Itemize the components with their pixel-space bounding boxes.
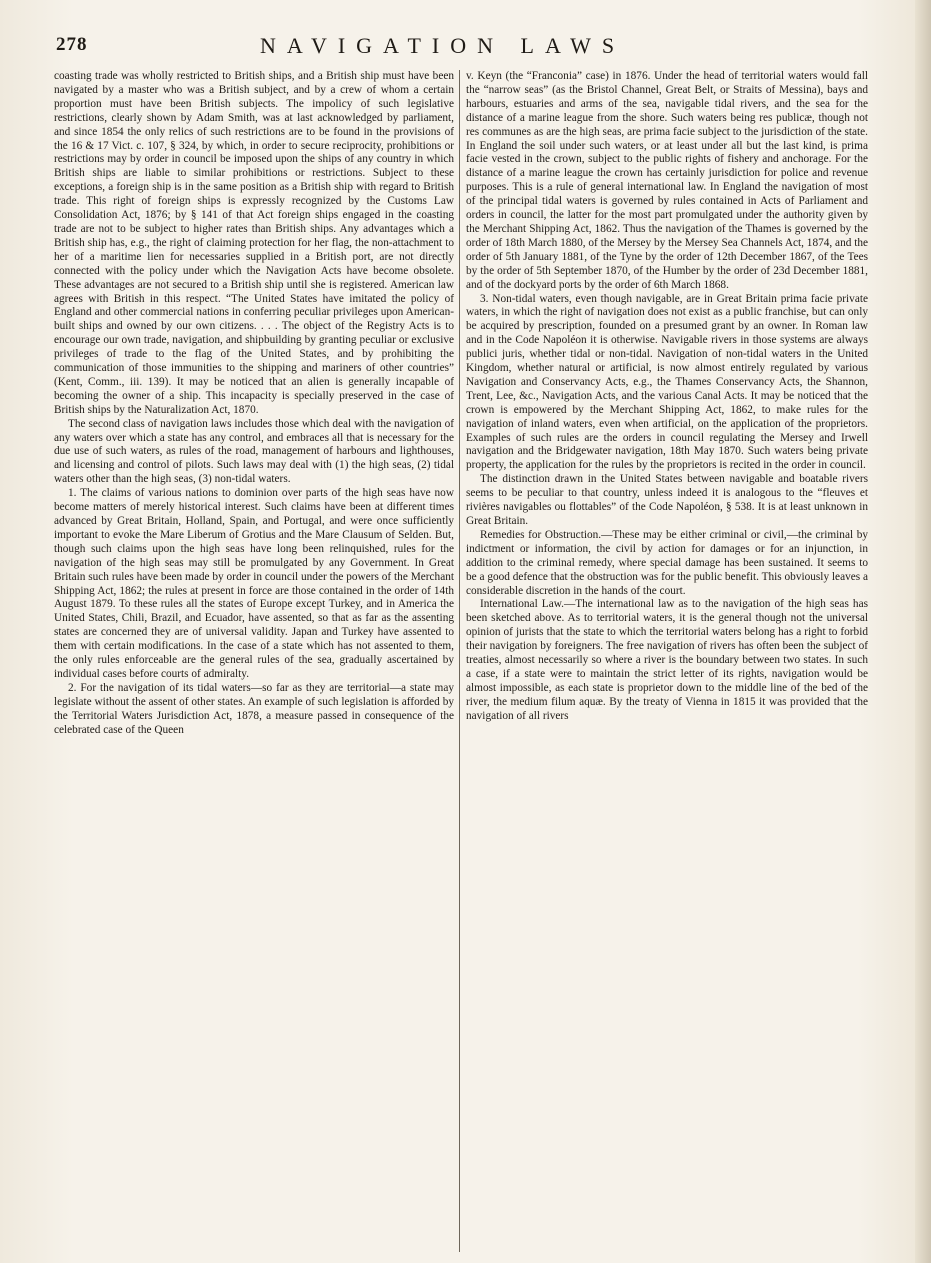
paragraph: The second class of navigation laws includes those which deal with the navigation of any waters over which a state has any control, and embraces all that is necessary for the due use of such waters, as rules of the road, management of harbours and lighthouses, and licensing and control of pilots. Such laws may deal with (1) the high seas, (2) tidal waters other than the high seas, (3) non-tidal waters. [54,417,454,486]
right-column [466,70,868,1250]
paragraph: 3. Non-tidal waters, even though navigable, are in Great Britain prima facie private waters, in which the right of navigation does not exist as a public franchise, but can only be acquired by prescription, founded on a presumed grant by an owner. In Roman law and in the Code Napoléon it is otherwise. Navigable rivers in those systems are always publici juris, whether tidal or non-tidal. Navigation of non-tidal waters in the United Kingdom, whether natural or artificial, is now almost entirely regulated by various Navigation and Conservancy Acts, e.g., the Thames Conservancy Acts, the Shannon, Trent, Lee, &c., Navigation Acts, and the various Canal Acts. It may be noticed that the crown is empowered by the Merchant Shipping Act, 1862, to make rules for the navigation of inland waters, even when artificial, on the application of the proprietors. Examples of such rules are the orders in council regulating the Mersey and Irwell navigation and the Bridgewater navigation, 18th May 1870. Such waters being private property, the application for the rules by the proprietors is recited in the order in council. [466,292,868,472]
paragraph: 2. For the navigation of its tidal waters—so far as they are territorial—a state may legislate without the assent of other states. An example of such legislation is afforded by the Territorial Waters Jurisdiction Act, 1878, a measure passed in consequence of the celebrated case of the Queen [54,681,454,736]
paragraph: v. Keyn (the “Franconia” case) in 1876. Under the head of territorial waters would fall the “narrow seas” (as the Bristol Channel, Great Belt, or Straits of Messina), bays and harbours, estuaries and arms of the sea, navigable tidal rivers, and the sea for the distance of a marine league from the shore. Such waters being res publicæ, though not res communes as are the high seas, are prima facie subject to the jurisdiction of the state. In England the soil under such waters, or at least under all but the last kind, is prima facie vested in the crown, subject to the public rights of fishery and anchorage. For the distance of a marine league the crown has certainly jurisdiction for police and revenue purposes. This is a rule of general international law. In England the navigation of most of the principal tidal waters is governed by rules contained in Acts of Parliament and orders in council, the latter for the most part promulgated under the authority given by the Merchant Shipping Act, 1862. Thus the navigation of the Thames is governed by the order of 18th March 1880, of the Mersey by the Mersey Sea Channels Act, 1874, and the order of 5th January 1881, of the Tyne by the order of 12th December 1867, of the Tees by the order of 5th September 1870, of the Humber by the order of 23d December 1881, and of the dockyard ports by the order of 6th March 1868. [466,70,868,291]
paragraph: The distinction drawn in the United States between navigable and boatable rivers seems to be peculiar to that country, unless indeed it is analogous to the “fleuves et rivières navigables ou flottables” of the Code Napoléon, § 538. It is at least unknown in Great Britain. [466,473,868,527]
paragraph: International Law.—The international law as to the navigation of the high seas has been sketched above. As to territorial waters, it is the general though not the universal opinion of jurists that the state to which the territorial waters belong has a right to forbid their navigation by foreigners. The free navigation of rivers has often been the subject of treaties, almost necessarily so where a river is the boundary between two states. In such a case, if a state were to maintain the strict letter of its rights, navigation would be almost impossible, as each state is proprietor down to the middle line of the bed of the river, the medium filum aquæ. By the treaty of Vienna in 1815 it was provided that the navigation of all rivers [466,598,868,722]
left-column [54,70,454,1250]
running-head: NAVIGATION LAWS [260,33,626,58]
page-edge [915,0,931,1263]
page-number: 278 [56,34,88,55]
paragraph: 1. The claims of various nations to dominion over parts of the high seas have now become matters of merely historical interest. Such claims have been at different times advanced by Great Britain, Holland, Spain, and Portugal, and were once sufficiently important to evoke the Mare Liberum of Grotius and the Mare Clausum of Selden. But, though such claims upon the high seas have long been relinquished, rules for the navigation of the high seas may still be promulgated by any Government. In Great Britain such rules have been made by order in council under the powers of the Merchant Shipping Act, 1862; the rules at present in force are those contained in the order of 14th August 1879. To these rules all the states of Europe except Turkey, and in America the United States, Chili, Brazil, and Ecuador, have assented, so that as far as the assenting states are concerned they are of universal validity. Japan and Turkey have assented to them with certain modifications. In the case of a state which has not assented to them, the only rules enforceable are the general rules of the sea, gradually ascertained by individual cases before courts of admiralty. [54,487,454,680]
paragraph: Remedies for Obstruction.—These may be either criminal or civil,—the criminal by indictment or information, the civil by action for damages or for an injunction, in addition to the criminal remedy, where special damage has been sustained. It seems to be a good defence that the obstruction was for the public benefit. This obviously leaves a considerable discretion in the hands of the court. [466,528,868,597]
column-divider [459,70,460,1252]
paragraph: coasting trade was wholly restricted to British ships, and a British ship must have been navigated by a master who was a British subject, and by a crew of whom a certain proportion must have been British subjects. The impolicy of such legislative restrictions, clearly shown by Adam Smith, was at last acknowledged by parliament, and since 1854 the only relics of such restrictions are to be found in the provisions of the 16 & 17 Vict. c. 107, § 324, by which, in order to secure reciprocity, prohibitions or restrictions may by order in council be imposed upon the ships of any country in which British ships are liable to similar prohibitions or restrictions. Subject to these exceptions, a foreign ship is in the same position as a British ship with regard to British trade. This right of foreign ships is expressly recognized by the Customs Law Consolidation Act, 1876; by § 141 of that Act foreign ships engaged in the coasting trade are not to be subject to higher rates than British ships. Any advantages which a British ship has, e.g., the right of claiming protection for her flag, the non-attachment to her of a maritime lien for necessaries supplied in a British port, are not directly connected with the policy under which the Navigation Acts have become obsolete. These advantages are not secured to a British ship until she is registered. American law agrees with British in this respect. “The United States have imitated the policy of England and other commercial nations in conferring peculiar privileges upon American-built ships and owned by our own citizens. . . . The object of the Registry Acts is to encourage our own trade, navigation, and shipbuilding by granting peculiar or exclusive privileges of trade to the flag of the United States, and by prohibiting the communication of those immunities to the shipping and mariners of other countries” (Kent, Comm., iii. 139). It may be noticed that an alien is generally incapable of becoming the owner of a ship. This incapacity is specially preserved in the case of British ships by the Naturalization Act, 1870. [54,70,454,416]
